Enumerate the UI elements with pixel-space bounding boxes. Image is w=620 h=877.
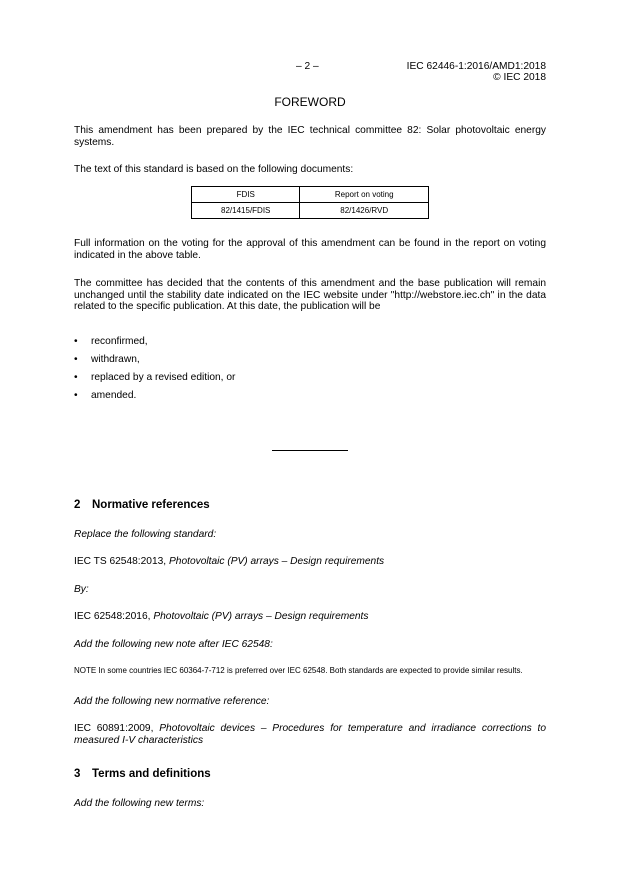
section-title: Normative references: [92, 499, 210, 511]
bullet-text: withdrawn,: [91, 354, 140, 365]
table-header-cell: FDIS: [192, 187, 300, 203]
note-text: NOTE In some countries IEC 60364-7-712 is preferred over IEC 62548. Both standards are expected to provide similar results.: [74, 666, 523, 675]
section-number: 2: [74, 499, 81, 511]
table-row: [192, 203, 429, 219]
table-cell: 82/1415/FDIS: [192, 203, 300, 219]
table-cell: 82/1426/RVD: [300, 203, 429, 219]
section-number: 3: [74, 768, 81, 780]
reference-id: IEC 60891:2009,: [74, 723, 154, 734]
instruction-add-note: Add the following new note after IEC 62548:: [74, 639, 273, 650]
voting-table: [191, 186, 429, 219]
section-2-heading: [74, 499, 210, 512]
bullet-item: • reconfirmed,: [74, 336, 148, 347]
instruction-add-terms: Add the following new terms:: [74, 798, 205, 809]
bullet-item: • replaced by a revised edition, or: [74, 372, 236, 383]
reference-title: Photovoltaic devices – Procedures for temperature and irradiance corrections to measured I-V characteristics: [74, 723, 546, 746]
instruction-replace: Replace the following standard:: [74, 529, 217, 540]
bullet-text: reconfirmed,: [91, 336, 148, 347]
document-id: IEC 62446-1:2016/AMD1:2018: [406, 61, 546, 72]
table-header-row: [192, 187, 429, 203]
copyright: © IEC 2018: [493, 72, 546, 83]
separator-line: [272, 450, 348, 451]
section-3-heading: [74, 768, 211, 781]
table-header-cell: Report on voting: [300, 187, 429, 203]
reference-added: [74, 723, 546, 746]
reference-id: IEC TS 62548:2013,: [74, 556, 167, 567]
foreword-paragraph-2: The text of this standard is based on the following documents:: [74, 164, 354, 175]
reference-title: Photovoltaic (PV) arrays – Design requirements: [168, 556, 385, 567]
bullet-text: replaced by a revised edition, or: [91, 372, 236, 383]
reference-old: [74, 556, 546, 568]
foreword-title: FOREWORD: [274, 95, 346, 109]
reference-new: [74, 611, 546, 623]
reference-title: Photovoltaic (PV) arrays – Design requirements: [153, 611, 369, 622]
section-title: Terms and definitions: [92, 768, 211, 780]
bullet-text: amended.: [91, 390, 137, 401]
instruction-by: By:: [74, 584, 89, 595]
bullet-item: • amended.: [74, 390, 137, 401]
foreword-paragraph-1: This amendment has been prepared by the IEC technical committee 82: Solar photovoltaic energy systems.: [74, 125, 546, 148]
reference-id: IEC 62548:2016,: [74, 611, 151, 622]
instruction-add-reference: Add the following new normative reference:: [74, 696, 270, 707]
foreword-paragraph-4: The committee has decided that the contents of this amendment and the base publication will remain unchanged until the stability date indicated on the IEC website under "http://webstore.iec.ch" in the data related to the specific publication. At this date, the publication will be: [74, 278, 546, 312]
foreword-paragraph-3: Full information on the voting for the approval of this amendment can be found in the report on voting indicated in the above table.: [74, 238, 546, 261]
bullet-item: • withdrawn,: [74, 354, 140, 365]
page-number: – 2 –: [296, 61, 319, 72]
